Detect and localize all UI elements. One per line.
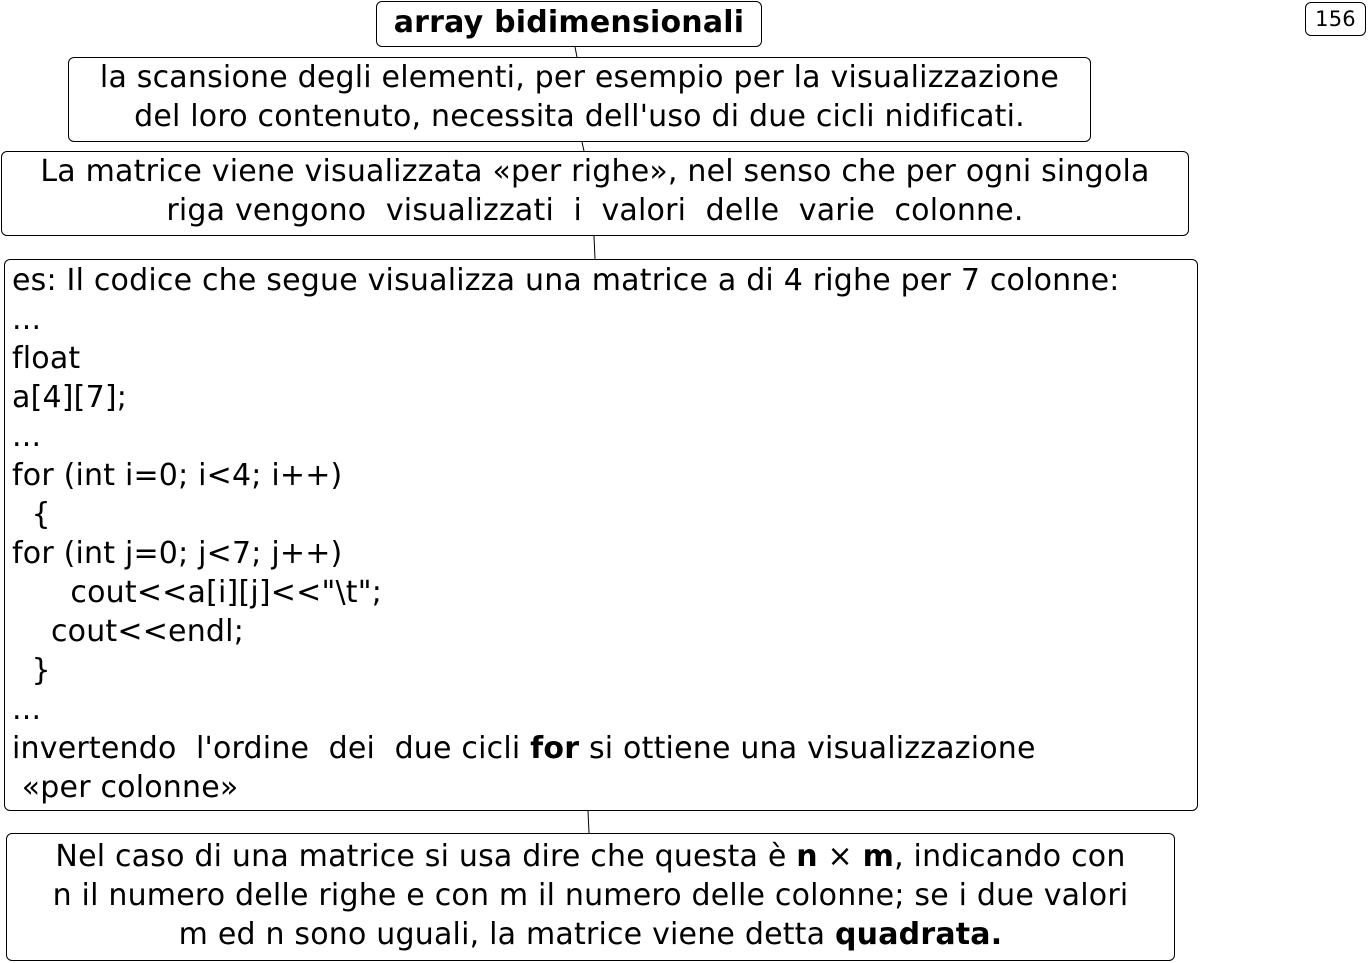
title-node	[376, 1, 762, 47]
connector-rows-to-example	[594, 236, 595, 259]
connector-scan-to-rows	[582, 142, 584, 151]
example-line-cout-element: cout<<a[i][j]<<"\t";	[12, 575, 383, 610]
times-symbol: ×	[817, 839, 863, 874]
example-line-for-i: for (int i=0; i<4; i++)	[12, 458, 343, 493]
example-line-ellipsis-3: ...	[12, 692, 42, 727]
example-line-for-j: for (int j=0; j<7; j++)	[12, 536, 343, 571]
example-line-invert	[12, 729, 1197, 768]
example-line-open-brace: {	[12, 497, 51, 532]
nxm-line-3	[7, 915, 1174, 954]
scan-elements-node	[68, 57, 1091, 142]
nxm-line-2: n il numero delle righe e con m il numero delle colonne; se i due valori	[52, 878, 1129, 913]
display-by-rows-node	[1, 151, 1189, 236]
square-term: quadrata.	[834, 917, 1003, 952]
example-line-float: float	[12, 341, 81, 376]
connector-example-to-nxm	[588, 811, 589, 833]
nxm-line3-prefix: m ed n sono uguali, la matrice viene detta	[178, 917, 835, 952]
example-line-intro: es: Il codice che segue visualizza una matrice a di 4 righe per 7 colonne:	[12, 263, 1120, 298]
code-example-node	[4, 259, 1198, 811]
title-text: array bidimensionali	[393, 5, 745, 40]
connector-title-to-scan	[575, 47, 577, 57]
example-line-cout-endl: cout<<endl;	[12, 614, 244, 649]
rows-line-1: La matrice viene visualizzata «per righe», nel senso che per ogni singola	[40, 154, 1150, 189]
rows-line-2: riga vengono visualizzati i valori delle varie colonne.	[166, 193, 1024, 228]
example-line-by-columns: «per colonne»	[12, 770, 239, 805]
n-symbol: n	[796, 839, 818, 874]
invert-prefix: invertendo l'ordine dei due cicli	[12, 731, 531, 766]
for-keyword: for	[530, 731, 580, 766]
nxm-line1-prefix: Nel caso di una matrice si usa dire che questa è	[55, 839, 797, 874]
page-number-text: 156	[1315, 7, 1356, 31]
scan-line-2: del loro contenuto, necessita dell'uso di due cicli nidificati.	[134, 99, 1025, 134]
invert-suffix: si ottiene una visualizzazione	[579, 731, 1036, 766]
nxm-line-1	[7, 837, 1174, 876]
example-line-array-decl: a[4][7];	[12, 380, 128, 415]
example-line-ellipsis-2: ...	[12, 419, 42, 454]
m-symbol: m	[862, 839, 895, 874]
matrix-n-by-m-node	[6, 833, 1175, 961]
scan-line-1: la scansione degli elementi, per esempio per la visualizzazione	[99, 60, 1060, 95]
example-line-close-brace: }	[12, 653, 51, 688]
example-line-ellipsis-1: ...	[12, 302, 42, 337]
page-number-badge	[1305, 2, 1366, 36]
nxm-line1-suffix: , indicando con	[894, 839, 1126, 874]
